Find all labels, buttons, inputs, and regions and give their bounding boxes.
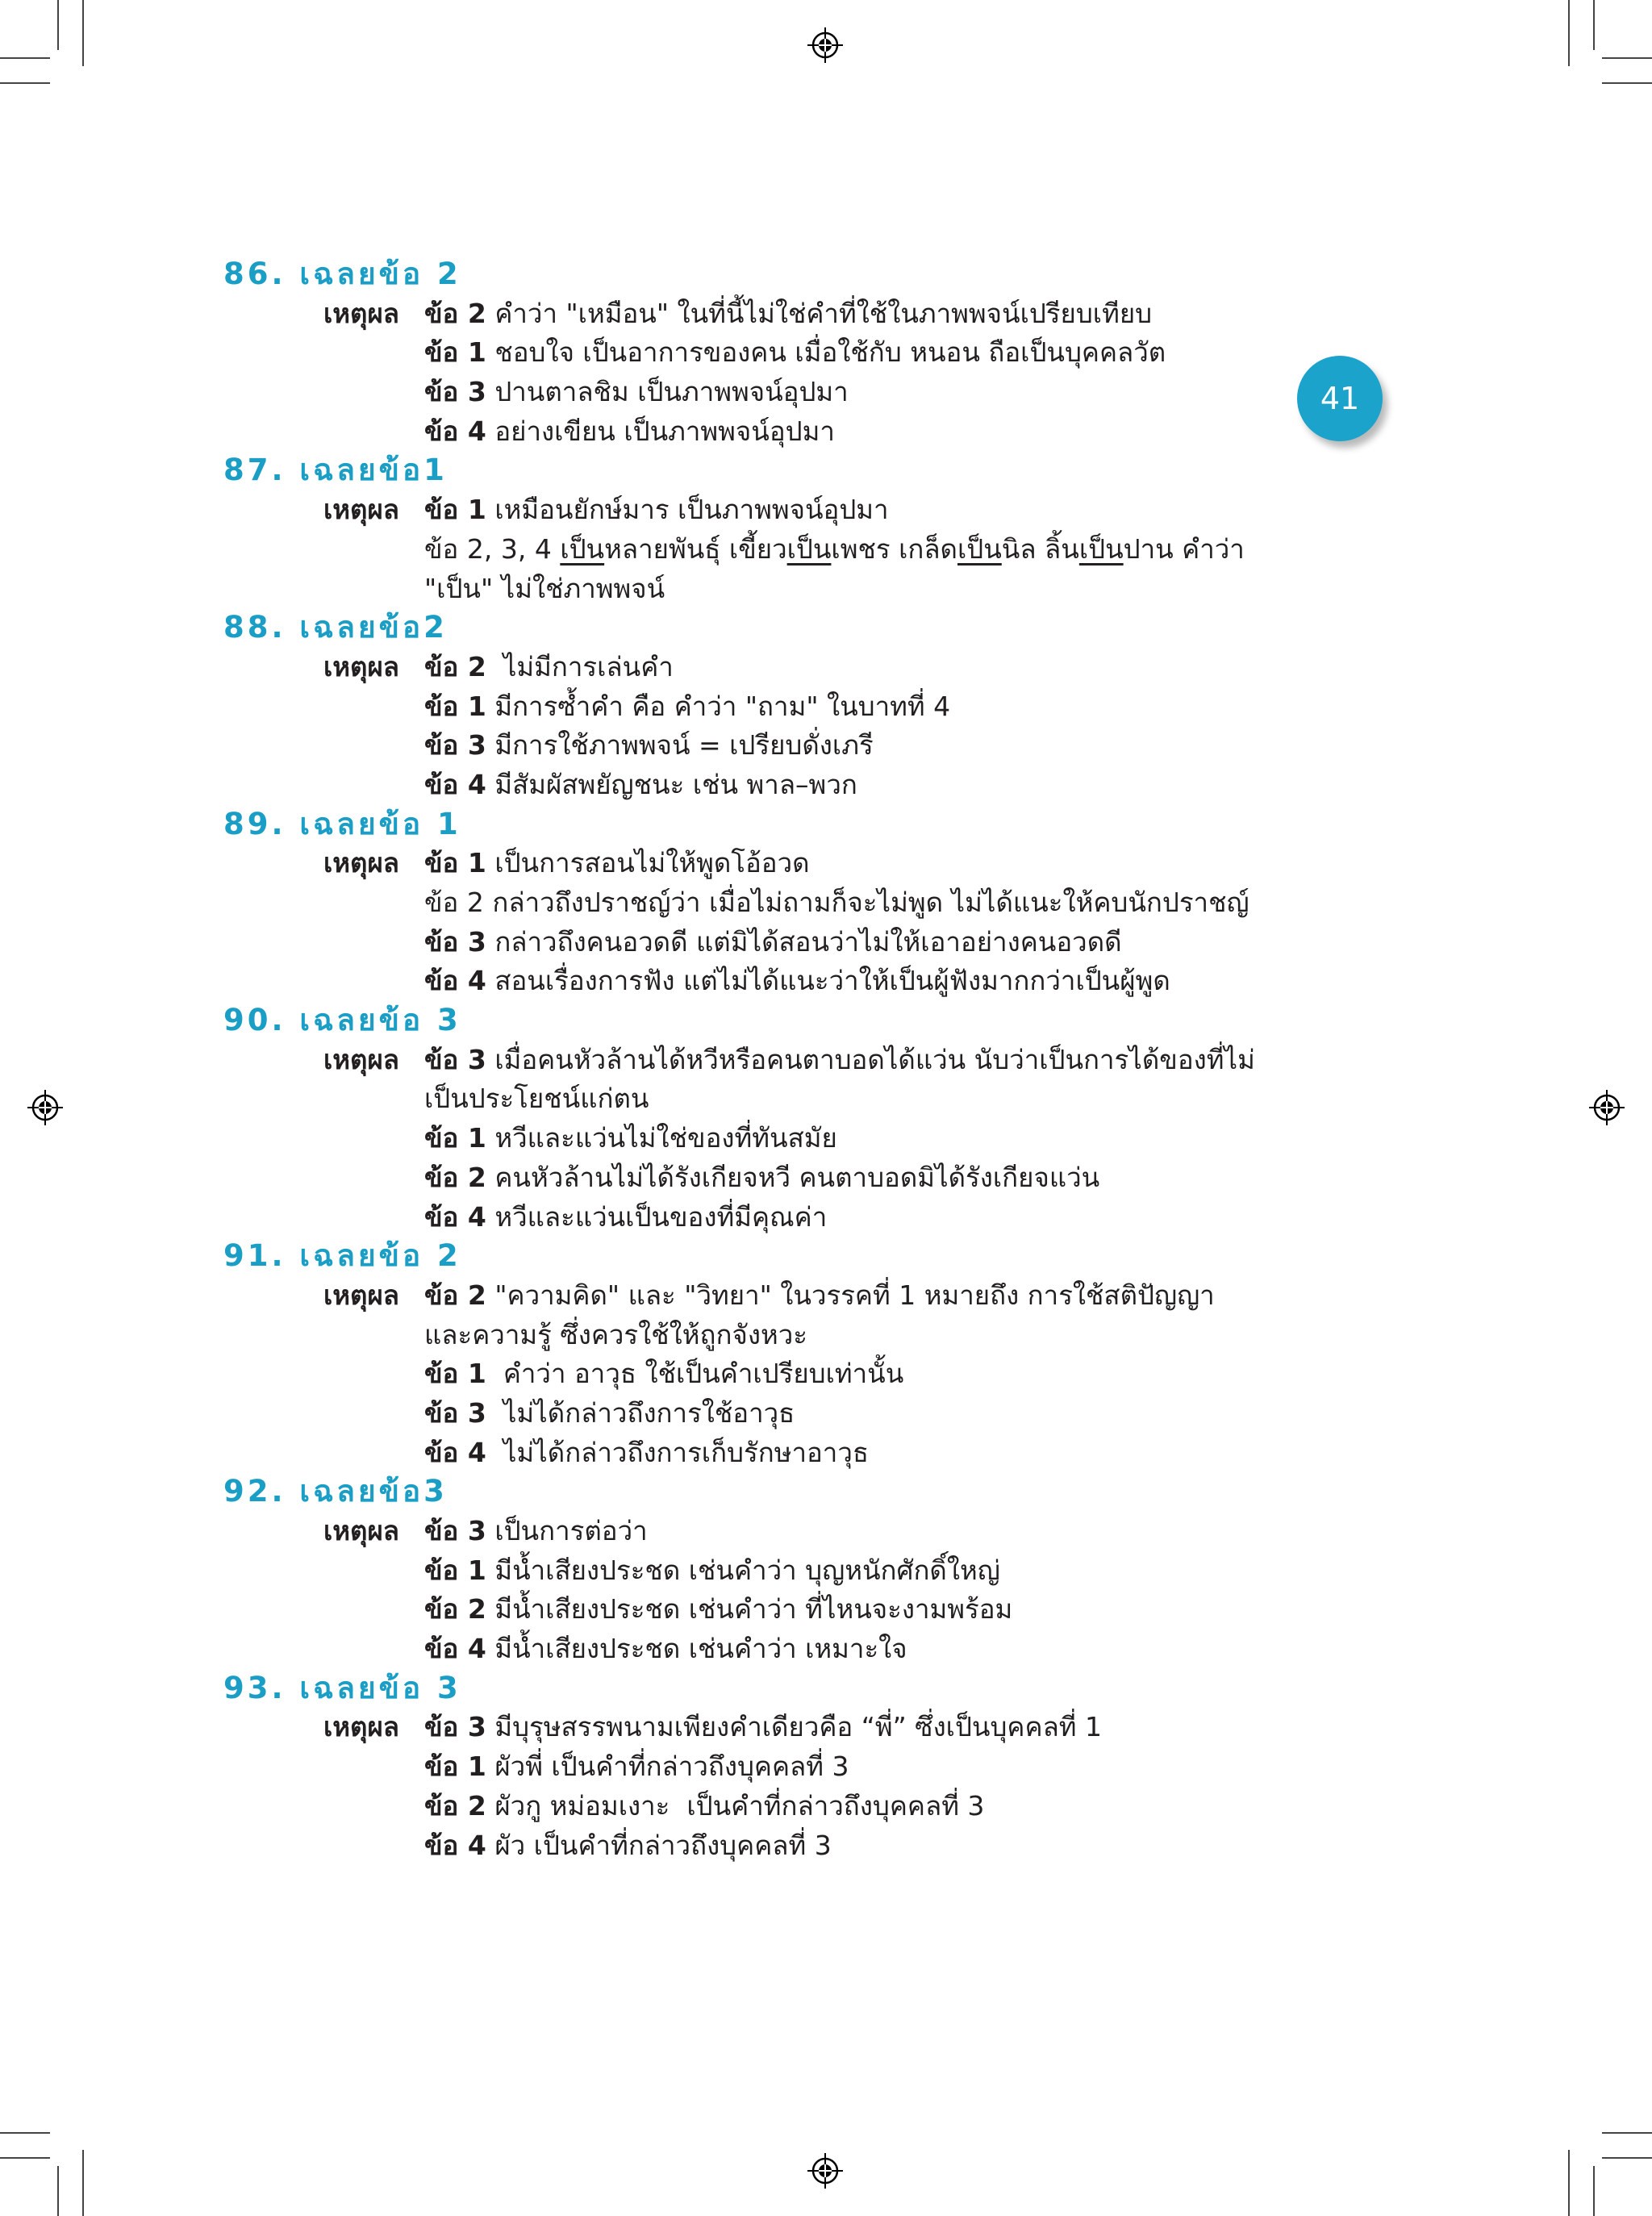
choice-text: มีน้ำเสียงประชด เช่นคำว่า ที่ไหนจะงามพร้อม [494, 1593, 1013, 1625]
choice-text: ไม่ได้กล่าวถึงการใช้อาวุธ [494, 1396, 795, 1429]
choice-text: ชอบใจ เป็นอาการของคน เมื่อใช้กับ หนอน ถือเป็นบุคคลวัต [494, 336, 1166, 369]
explanation-continuation-line [223, 570, 1337, 609]
underlined-word: เป็น [957, 532, 1002, 565]
choice-explanation [424, 530, 1245, 570]
choice-text: กล่าวถึงปราชญ์ว่า เมื่อไม่ถามก็จะไม่พูด ไม่ได้แนะให้คบนักปราชญ์ [492, 887, 1249, 918]
choice-explanation [424, 1276, 1215, 1316]
reason-label: เหตุผล [323, 1515, 400, 1546]
explanation-line [223, 1630, 1337, 1669]
choice-explanation [424, 294, 1152, 334]
choice-explanation [424, 1041, 1255, 1080]
explanation-line [223, 1747, 1337, 1787]
choice-explanation [424, 1747, 849, 1787]
choice-explanation [424, 648, 674, 687]
choice-label: ข้อ 2 [424, 1161, 486, 1193]
choice-explanation [424, 1708, 1102, 1747]
choice-text: เป็นการต่อว่า [494, 1515, 648, 1546]
explanation-line [223, 883, 1337, 923]
explanation-line [223, 530, 1337, 570]
answer-heading: 92. เฉลยข้อ3 [223, 1474, 448, 1509]
choice-explanation [424, 1512, 648, 1551]
choice-label: ข้อ 4 [424, 768, 486, 800]
choice-explanation [424, 844, 810, 883]
answer-heading-row [223, 1237, 1337, 1276]
choice-explanation [424, 333, 1166, 373]
explanation-line [223, 1394, 1337, 1434]
choice-text: เหมือนยักษ์มาร เป็นภาพพจน์อุปมา [494, 494, 889, 526]
choice-text: คำว่า "เหมือน" ในที่นี้ไม่ใช่คำที่ใช้ในภาพพจน์เปรียบเทียบ [494, 297, 1153, 329]
choice-text-continued: "เป็น" ไม่ใช่ภาพพจน์ [424, 572, 665, 604]
explanation-line [223, 1119, 1337, 1158]
explanation-line [223, 1551, 1337, 1591]
explanation-line [223, 333, 1337, 373]
answer-heading-row [223, 1669, 1337, 1709]
reason-line [223, 844, 1337, 883]
choice-explanation [424, 1551, 1000, 1591]
choice-explanation [424, 923, 1122, 962]
choice-text: อย่างเขียน เป็นภาพพจน์อุปมา [494, 415, 835, 447]
choice-label: ข้อ 3 [424, 1711, 486, 1743]
choice-label: ข้อ 1 [424, 1122, 486, 1154]
explanation-line [223, 1158, 1337, 1198]
choice-label: ข้อ 4 [424, 1436, 486, 1468]
choice-explanation [424, 1158, 1099, 1198]
reason-label: เหตุผล [323, 1043, 400, 1075]
answer-heading-row [223, 608, 1337, 648]
underlined-word: เป็น [786, 532, 832, 565]
answer-heading: 88. เฉลยข้อ2 [223, 610, 448, 645]
choice-explanation [424, 373, 849, 412]
reason-label: เหตุผล [323, 650, 400, 682]
answer-heading: 89. เฉลยข้อ 1 [223, 806, 461, 841]
choice-explanation [424, 412, 835, 452]
choice-label: ข้อ 4 [424, 1633, 486, 1665]
choice-explanation [424, 726, 874, 766]
explanation-line [223, 1434, 1337, 1473]
choice-explanation [424, 962, 1170, 1001]
answer-heading-row [223, 255, 1337, 294]
choice-label: ข้อ 3 [424, 1396, 486, 1429]
registration-mark-icon [807, 2153, 843, 2189]
choice-explanation [424, 883, 1249, 923]
reason-label: เหตุผล [323, 494, 400, 526]
choice-text: ไม่มีการเล่นคำ [494, 650, 674, 682]
choice-text: ผัว เป็นคำที่กล่าวถึงบุคคลที่ 3 [494, 1829, 832, 1861]
choice-text: เมื่อคนหัวล้านได้หวีหรือคนตาบอดได้แว่น นับว่าเป็นการได้ของที่ไม่ [494, 1043, 1255, 1075]
choice-label: ข้อ 1 [424, 494, 486, 526]
choice-label: ข้อ 1 [424, 1554, 486, 1586]
answer-heading: 93. เฉลยข้อ 3 [223, 1670, 461, 1705]
choice-explanation [424, 1316, 807, 1355]
choice-text-segment: หลายพันธุ์ เขี้ยว [604, 532, 787, 565]
choice-label: ข้อ 2 [424, 1279, 486, 1311]
choice-label: ข้อ 4 [424, 1200, 486, 1233]
reason-line [223, 648, 1337, 687]
choice-explanation [424, 687, 950, 727]
choice-explanation [424, 766, 857, 805]
reason-line [223, 1276, 1337, 1316]
choice-explanation [424, 1079, 649, 1119]
choice-explanation [424, 1826, 832, 1866]
choice-label: ข้อ 1 [424, 847, 486, 879]
choice-explanation [424, 1434, 869, 1473]
reason-label: เหตุผล [323, 297, 400, 329]
choice-label: ข้อ 2 [424, 650, 486, 682]
reason-line [223, 294, 1337, 334]
choice-text: เป็นการสอนไม่ให้พูดโอ้อวด [494, 847, 810, 879]
choice-text-continued: และความรู้ ซึ่งควรใช้ให้ถูกจังหวะ [424, 1318, 807, 1350]
choice-label: ข้อ 3 [424, 1043, 486, 1075]
registration-mark-icon [1589, 1090, 1625, 1125]
choice-explanation [424, 1354, 903, 1394]
choice-text: "ความคิด" และ "วิทยา" ในวรรคที่ 1 หมายถึง การใช้สติปัญญา [494, 1279, 1215, 1311]
choice-explanation [424, 1630, 907, 1669]
reason-line [223, 1708, 1337, 1747]
answer-heading: 86. เฉลยข้อ 2 [223, 257, 461, 291]
choice-text-segment: เพชร เกล็ด [831, 532, 957, 565]
choice-label: ข้อ 2 [424, 887, 484, 918]
explanation-line [223, 1787, 1337, 1826]
reason-line [223, 1041, 1337, 1080]
choice-explanation [424, 1119, 837, 1158]
explanation-line [223, 1590, 1337, 1630]
choice-text-continued: เป็นประโยชน์แก่ตน [424, 1083, 649, 1115]
answer-heading: 90. เฉลยข้อ 3 [223, 1003, 461, 1038]
answer-heading-row [223, 805, 1337, 845]
choice-text: ไม่ได้กล่าวถึงการเก็บรักษาอาวุธ [494, 1436, 870, 1468]
choice-text: มีการใช้ภาพพจน์ = เปรียบดั่งเภรี [494, 729, 874, 762]
choice-label: ข้อ 4 [424, 1829, 486, 1861]
choice-text: คำว่า อาวุธ ใช้เป็นคำเปรียบเท่านั้น [494, 1358, 904, 1390]
explanation-line [223, 373, 1337, 412]
choice-label: ข้อ 4 [424, 415, 486, 447]
choice-text: มีบุรุษสรรพนามเพียงคำเดียวคือ “พี่” ซึ่งเป็นบุคคลที่ 1 [494, 1711, 1103, 1743]
explanation-continuation-line [223, 1079, 1337, 1119]
explanation-line [223, 726, 1337, 766]
explanation-line [223, 962, 1337, 1001]
choice-label: ข้อ 2 [424, 1593, 486, 1625]
choice-label: ข้อ 3 [424, 376, 486, 408]
choice-explanation [424, 1394, 795, 1434]
answer-heading-row [223, 1001, 1337, 1041]
explanation-line [223, 412, 1337, 452]
choice-label: ข้อ 1 [424, 1358, 486, 1390]
reason-label: เหตุผล [323, 1279, 400, 1311]
choice-label: ข้อ 2, 3, 4 [424, 532, 552, 565]
choice-text: ปานตาลชิม เป็นภาพพจน์อุปมา [494, 376, 849, 408]
explanation-line [223, 1826, 1337, 1866]
choice-text: ผัวพี่ เป็นคำที่กล่าวถึงบุคคลที่ 3 [494, 1751, 849, 1783]
explanation-continuation-line [223, 1316, 1337, 1355]
choice-text-segment: ปาน คำว่า [1123, 532, 1245, 565]
explanation-line [223, 1354, 1337, 1394]
choice-text: กล่าวถึงคนอวดดี แต่มิได้สอนว่าไม่ให้เอาอย่างคนอวดดี [494, 925, 1122, 958]
choice-label: ข้อ 3 [424, 1515, 486, 1546]
choice-explanation [424, 1787, 984, 1826]
reason-line [223, 490, 1337, 530]
choice-label: ข้อ 4 [424, 965, 486, 997]
explanation-line [223, 923, 1337, 962]
choice-label: ข้อ 1 [424, 1751, 486, 1783]
choice-text: ผัวกู หม่อมเงาะ เป็นคำที่กล่าวถึงบุคคลที่ 3 [494, 1789, 985, 1822]
choice-text: สอนเรื่องการฟัง แต่ไม่ได้แนะว่าให้เป็นผู้ฟังมากกว่าเป็นผู้พูด [494, 965, 1170, 997]
reason-label: เหตุผล [323, 847, 400, 879]
choice-text: มีน้ำเสียงประชด เช่นคำว่า เหมาะใจ [494, 1633, 907, 1665]
choice-text-segment: นิล ลิ้น [1001, 532, 1079, 565]
choice-text: มีการซ้ำคำ คือ คำว่า "ถาม" ในบาทที่ 4 [494, 690, 951, 722]
explanation-line [223, 1198, 1337, 1237]
choice-label: ข้อ 3 [424, 925, 486, 958]
registration-mark-icon [27, 1090, 63, 1125]
choice-text: มีสัมผัสพยัญชนะ เช่น พาล–พวก [494, 768, 857, 800]
page-number: 41 [1320, 381, 1360, 416]
answer-heading: 87. เฉลยข้อ1 [223, 453, 448, 488]
reason-label: เหตุผล [323, 1711, 400, 1743]
choice-label: ข้อ 2 [424, 297, 486, 329]
choice-explanation [424, 1198, 827, 1237]
choice-explanation [424, 1590, 1012, 1630]
answer-heading: 91. เฉลยข้อ 2 [223, 1238, 461, 1274]
choice-text: หวีและแว่นไม่ใช่ของที่ทันสมัย [494, 1122, 837, 1154]
choice-label: ข้อ 2 [424, 1789, 486, 1822]
choice-label: ข้อ 3 [424, 729, 486, 762]
choice-label: ข้อ 1 [424, 690, 486, 722]
explanation-line [223, 766, 1337, 805]
reason-line [223, 1512, 1337, 1551]
choice-text: มีน้ำเสียงประชด เช่นคำว่า บุญหนักศักดิ์ใหญ่ [494, 1554, 1000, 1586]
choice-explanation [424, 570, 665, 609]
underlined-word: เป็น [1078, 532, 1124, 565]
answer-key [223, 255, 1337, 1865]
underlined-word: เป็น [560, 532, 605, 565]
choice-explanation [424, 490, 889, 530]
choice-text: คนหัวล้านไม่ได้รังเกียจหวี คนตาบอดมิได้รังเกียจแว่น [494, 1161, 1100, 1193]
answer-heading-row [223, 1472, 1337, 1512]
choice-text: หวีและแว่นเป็นของที่มีคุณค่า [494, 1200, 828, 1233]
explanation-line [223, 687, 1337, 727]
choice-label: ข้อ 1 [424, 336, 486, 369]
registration-mark-icon [807, 27, 843, 63]
answer-heading-row [223, 451, 1337, 490]
